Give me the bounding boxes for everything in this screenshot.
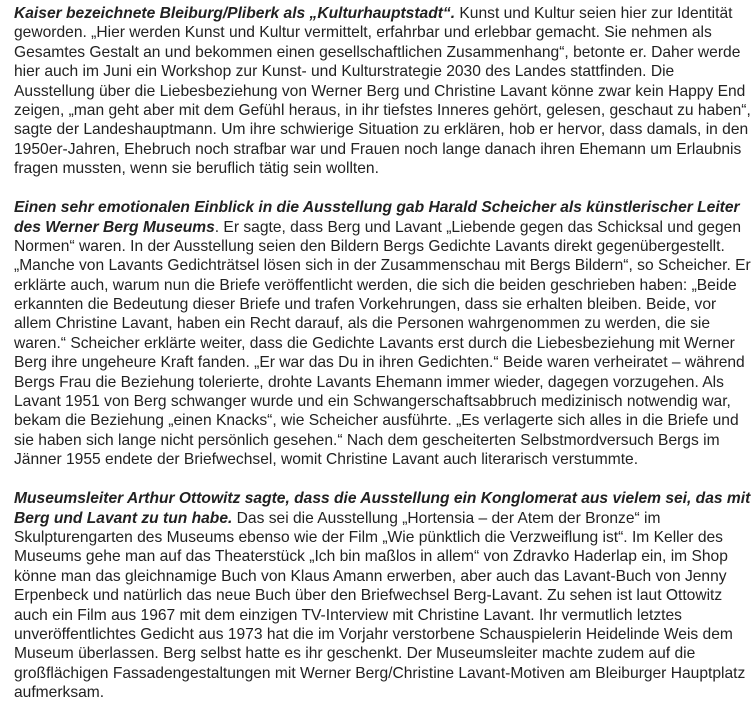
body-text: Ausstellung über die Liebesbeziehung von Werner Berg und Christine Lavant könne zwar kein Happy End [14, 82, 746, 100]
lead-sentence: Museumsleiter Arthur Ottowitz sagte, dass die Ausstellung ein Konglomerat aus vielem sei, das mit [14, 490, 751, 508]
body-text: 1950er-Jahren, Ehebruch noch strafbar war und Frauen noch lange danach ihren Ehemann um Erlaubnis [14, 140, 742, 158]
text-line [14, 489, 751, 508]
text-line [14, 567, 746, 586]
body-text: auch ein Film aus 1967 mit dem einzigen TV-Interview mit Christine Lavant. Ihr vermutlich letztes [14, 606, 682, 624]
body-text: unveröffentlichtes Gedicht aus 1973 hat die im Vorjahr verstorbene Schauspielerin Heidelinde Weis dem [14, 625, 733, 643]
text-line [14, 431, 746, 450]
body-text: Museums gehe man auf das Theaterstück „Ich bin maßlos in allem“ von Zdravko Haderlap ein, im Shop [14, 548, 728, 566]
lead-sentence: Einen sehr emotionalen Einblick in die Ausstellung gab Harald Scheicher als künstlerischer Leiter [14, 199, 740, 217]
text-line [14, 373, 746, 392]
text-line [14, 625, 746, 644]
text-line [14, 411, 746, 430]
body-text: Bergs Frau die Beziehung tolerierte, drohte Lavants Ehemann immer wieder, dagegen vorzugehen. Als [14, 373, 724, 391]
body-text: hier auch im Juni ein Workshop zur Kunst- und Kulturstrategie 2030 des Landes stattfinden. Die [14, 63, 675, 81]
body-text: Kunst und Kultur seien hier zur Identität [455, 5, 733, 22]
text-line [14, 256, 751, 275]
text-line [14, 509, 746, 528]
lead-sentence: Kaiser bezeichnete Bleiburg/Pliberk als „Kulturhauptstadt“. [14, 5, 456, 22]
body-text: könne man das gleichnamige Buch von Klaus Amann erwerben, aber auch das Lavant-Buch von Jenny [14, 567, 727, 585]
body-text: Jänner 1955 endete der Briefwechsel, womit Christine Lavant auch literarisch verstummte. [14, 451, 639, 469]
body-text: Lavant 1951 von Berg schwanger wurde und ein Schwangerschaftsabbruch medizinisch notwendig war, [14, 393, 731, 411]
text-line [14, 586, 746, 605]
text-line [14, 528, 746, 547]
body-text: großflächigen Fassadengestaltungen mit Werner Berg/Christine Lavant-Motiven am Bleiburger Hauptplatz [14, 664, 746, 682]
body-text: fragen mussten, wenn sie beruflich tätig sein wollten. [14, 160, 379, 178]
body-text: aufmerksam. [14, 684, 105, 702]
body-text: bekam die Beziehung „einen Knacks“, wie Scheicher ausführte. „Es verlagerte sich alles in die Briefe und [14, 412, 739, 430]
text-line [14, 62, 746, 81]
body-text: Gesamtes Gestalt an und bekommen einen gesellschaftlichen Zusammenhang“, betonte er. Daher werde [14, 43, 741, 61]
lead-sentence: des Werner Berg Museums [14, 218, 215, 236]
article-paragraph [14, 198, 751, 469]
article-paragraph [14, 489, 751, 702]
text-line [14, 334, 746, 353]
text-line [14, 120, 749, 139]
text-line [14, 4, 746, 23]
body-text: sie haben sich lange nicht persönlich gesehen.“ Nach dem gescheiterten Selbstmordversuch Bergs im [14, 431, 720, 449]
text-line [14, 644, 746, 663]
text-line [14, 547, 746, 566]
text-line [14, 101, 751, 120]
body-text: zeigen, „man geht aber mit dem Gefühl heraus, in ihr tiefstes Inneres gehört, gelesen, geschaut zu haben“, [14, 101, 751, 119]
text-line [14, 314, 746, 333]
text-line [14, 43, 746, 62]
text-line [14, 392, 746, 411]
text-line [14, 450, 746, 469]
text-line [14, 606, 746, 625]
text-line [14, 82, 746, 101]
body-text: allem Christine Lavant, haben ein Recht darauf, als die Personen wahrgenommen zu werden, die sie [14, 315, 711, 333]
body-text: sagte der Landeshauptmann. Um ihre schwierige Situation zu erklären, hob er hervor, dass damals, in den [14, 121, 749, 139]
lead-sentence: Berg und Lavant zu tun habe. [14, 509, 233, 527]
text-line [14, 159, 746, 178]
text-line [14, 23, 746, 42]
body-text: Berg ihre ungeheure Kraft fanden. „Er war das Du in ihren Gedichten.“ Beide waren verheiratet – während [14, 354, 745, 372]
text-line [14, 140, 746, 159]
body-text: . Er sagte, dass Berg und Lavant „Liebende gegen das Schicksal und gegen [214, 218, 741, 236]
text-line [14, 276, 746, 295]
body-text: Museum überlassen. Berg selbst hatte es ihr geschenkt. Der Museumsleiter machte zudem auf die [14, 645, 696, 663]
text-line [14, 295, 746, 314]
body-text: geworden. „Hier werden Kunst und Kultur vermittelt, erfahrbar und erlebbar gemacht. Sie nehmen als [14, 24, 712, 42]
body-text: „Manche von Lavants Gedichträtsel lösen sich in der Zusammenschau mit Bergs Bildern“, so Scheicher. Er [14, 257, 751, 275]
text-line [14, 237, 746, 256]
body-text: Erpenbeck und natürlich das neue Buch über den Briefwechsel Berg-Lavant. Zu sehen ist laut Ottowitz [14, 587, 723, 605]
body-text: erkannten die Bedeutung dieser Briefe und trafen Vorkehrungen, dass sie erhalten bleiben. Beide, vor [14, 296, 717, 314]
text-line [14, 218, 746, 237]
text-line [14, 198, 746, 217]
body-text: Das sei die Ausstellung „Hortensia – der Atem der Bronze“ im [232, 509, 661, 527]
text-line [14, 664, 746, 683]
body-text: erklärte auch, warum nun die Briefe veröffentlicht werden, die sich die beiden geschrieben haben: „Beide [14, 276, 737, 294]
body-text: Normen“ waren. In der Ausstellung seien den Bildern Bergs Gedichte Lavants direkt gegenübergestellt. [14, 237, 725, 255]
body-text: Skulpturengarten des Museums ebenso wie der Film „Wie pünktlich die Verzweiflung ist“. Im Keller des [14, 528, 723, 546]
body-text: waren.“ Scheicher erklärte weiter, dass die Gedichte Lavants erst durch die Liebesbeziehung mit Werner [14, 334, 735, 352]
article-paragraph [14, 4, 751, 179]
text-line [14, 353, 746, 372]
